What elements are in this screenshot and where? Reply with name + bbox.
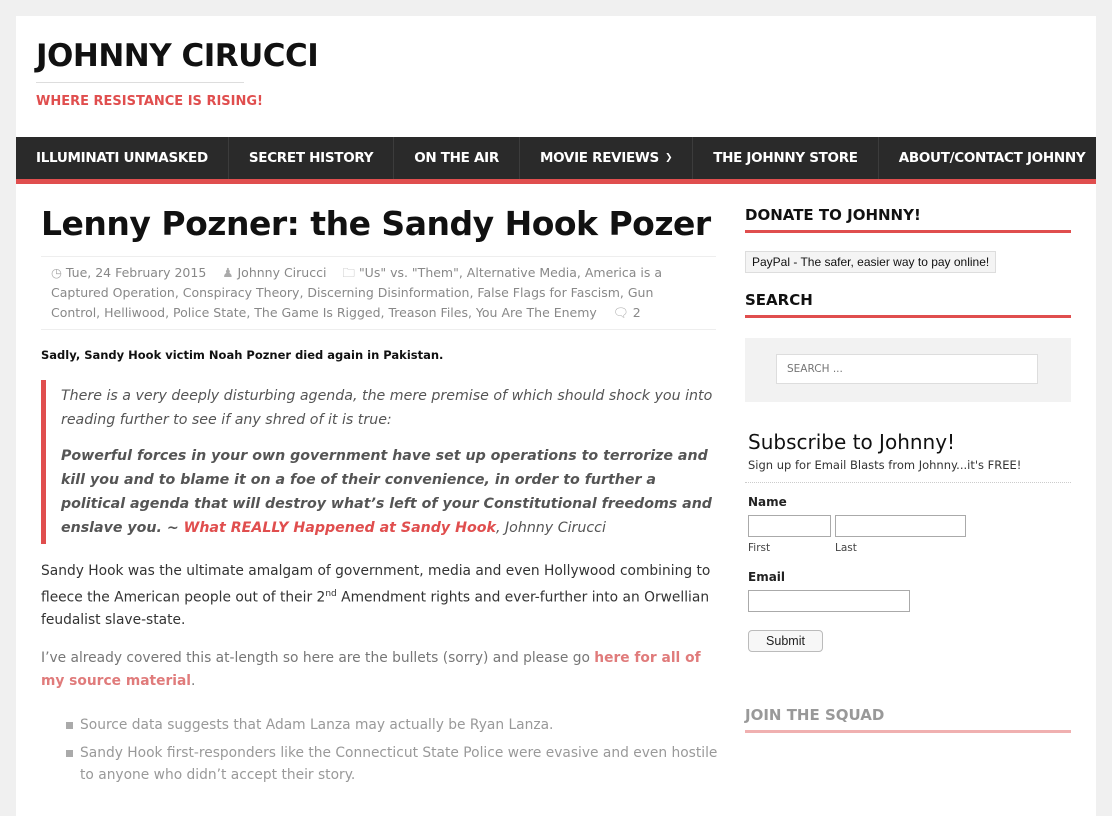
nav-item-illuminati-unmasked[interactable] bbox=[16, 137, 229, 179]
paypal-button[interactable]: PayPal - The safer, easier way to pay online! bbox=[745, 251, 996, 273]
site-tagline: WHERE RESISTANCE IS RISING! bbox=[36, 94, 263, 109]
body-text: I’ve already covered this at-length so here are the bullets (sorry) and please go bbox=[41, 650, 595, 667]
chevron-down-icon: ❯ bbox=[664, 153, 673, 163]
nav-item-movie-reviews[interactable] bbox=[520, 137, 693, 179]
submit-button[interactable]: Submit bbox=[748, 630, 823, 652]
name-fields bbox=[745, 515, 1071, 537]
search-widget bbox=[745, 338, 1071, 402]
quote-paragraph: There is a very deeply disturbing agenda, the mere premise of which should shock you into reading further to see if any shred of it is true: bbox=[61, 388, 713, 429]
comment-icon: 🗨 bbox=[612, 305, 629, 321]
source-material-link[interactable]: here for all of my source material bbox=[41, 650, 701, 689]
body-text: Amendment rights and ever-further into an Orwellian feudalist slave-state. bbox=[41, 589, 710, 628]
page bbox=[16, 16, 1096, 816]
last-name-field[interactable] bbox=[835, 515, 966, 537]
bullet-list bbox=[66, 714, 721, 786]
post-categories[interactable]: "Us" vs. "Them", Alternative Media, America is a Captured Operation, Conspiracy Theory, Discerning Disinformation, False Flags for Fascism, Gun Control, Helliwood, Police State, The Game Is Rigged, Treason Files, You Are The Enemy bbox=[51, 265, 662, 321]
list-item: Sandy Hook first-responders like the Connecticut State Police were evasive and even hostile to anyone who didn’t accept their story. bbox=[66, 742, 721, 786]
first-sublabel: First bbox=[748, 542, 771, 554]
nav-item-label: THE JOHNNY STORE bbox=[713, 150, 858, 166]
nav-item-label: ABOUT/CONTACT JOHNNY bbox=[898, 150, 1086, 166]
search-input[interactable] bbox=[776, 354, 1038, 384]
post-lead: Sadly, Sandy Hook victim Noah Pozner died again in Pakistan. bbox=[41, 348, 444, 363]
quote-source-link[interactable]: What REALLY Happened at Sandy Hook bbox=[183, 520, 496, 537]
nav-item-about-contact[interactable] bbox=[879, 137, 1096, 179]
nav-item-secret-history[interactable] bbox=[229, 137, 394, 179]
site-title[interactable]: JOHNNY CIRUCCI bbox=[36, 38, 319, 74]
main-nav bbox=[16, 137, 1096, 184]
superscript: nd bbox=[325, 588, 337, 599]
first-name-field[interactable] bbox=[748, 515, 831, 537]
clock-icon: ◷ bbox=[51, 265, 62, 281]
post-content bbox=[41, 206, 721, 792]
post-title: Lenny Pozner: the Sandy Hook Pozer bbox=[41, 204, 711, 243]
nav-item-label: ON THE AIR bbox=[414, 150, 499, 166]
nav-item-on-the-air[interactable] bbox=[394, 137, 520, 179]
folder-icon: 🗀 bbox=[342, 265, 355, 281]
donate-widget-title: DONATE TO JOHNNY! bbox=[745, 206, 1071, 233]
post-meta bbox=[41, 256, 716, 330]
nav-item-label: MOVIE REVIEWS bbox=[539, 150, 659, 166]
post-author[interactable]: Johnny Cirucci bbox=[237, 265, 327, 281]
sidebar bbox=[745, 206, 1071, 733]
blockquote bbox=[41, 380, 721, 544]
title-divider bbox=[36, 82, 244, 83]
comment-count[interactable]: 2 bbox=[632, 305, 641, 321]
name-sublabels bbox=[745, 542, 1071, 554]
body-paragraph bbox=[41, 647, 721, 692]
subscribe-title: Subscribe to Johnny! bbox=[748, 430, 956, 454]
body-text: Sandy Hook was the ultimate amalgam of government, media and even Hollywood combining to fleece the American people out of their 2 bbox=[41, 563, 711, 606]
nav-item-johnny-store[interactable] bbox=[693, 137, 879, 179]
nav-item-label: SECRET HISTORY bbox=[248, 150, 374, 166]
nav-item-label: ILLUMINATI UNMASKED bbox=[36, 150, 208, 166]
last-sublabel: Last bbox=[835, 542, 857, 554]
email-row bbox=[745, 590, 1071, 612]
squad-widget-title: JOIN THE SQUAD bbox=[745, 706, 1071, 733]
body-paragraph bbox=[41, 560, 721, 631]
search-widget-title: SEARCH bbox=[745, 291, 1071, 318]
quote-text: Powerful forces in your own government have set up operations to terrorize and kill you and to blame it on a foe of their convenience, in order to further a political agenda that will destroy what’s left of your Constitutional freedoms and enslave you. ~ bbox=[61, 448, 712, 537]
quote-attribution: , Johnny Cirucci bbox=[495, 520, 606, 537]
email-field[interactable] bbox=[748, 590, 910, 612]
post-date: Tue, 24 February 2015 bbox=[65, 265, 207, 281]
subscribe-description: Sign up for Email Blasts from Johnny...it's FREE! bbox=[745, 458, 1071, 483]
email-label: Email bbox=[748, 570, 786, 584]
user-icon: ♟ bbox=[222, 265, 234, 281]
name-label: Name bbox=[748, 495, 787, 509]
body-text: . bbox=[191, 672, 196, 689]
quote-paragraph-emphasis bbox=[61, 444, 721, 540]
list-item: Source data suggests that Adam Lanza may actually be Ryan Lanza. bbox=[66, 714, 721, 736]
